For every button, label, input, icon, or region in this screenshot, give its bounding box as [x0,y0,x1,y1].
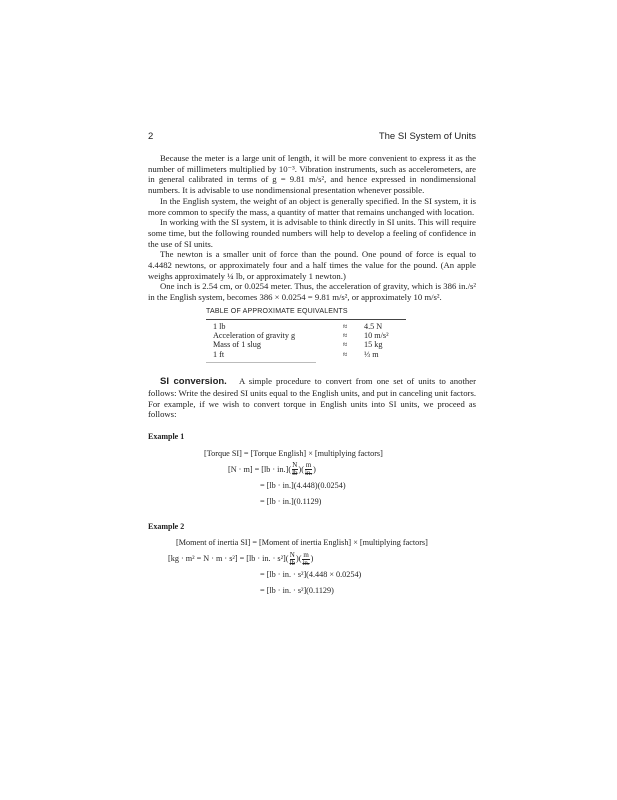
table-row [206,340,406,349]
table-quantity: 1 ft [213,349,225,359]
paragraph: Because the meter is a large unit of length, it will be more convenient to express it as the number of millimeters multiplied by 10⁻³. Vibration instruments, such as accelerometers, are in general calibrated in terms of g = 9.81 m/s², and hence expressed in nondimensional numbers. It is advisable to use nondimensional presentation whenever possible. [148,153,476,196]
running-title: The SI System of Units [378,131,476,142]
equivalents-table [206,307,406,363]
equation: = [lb · in. · s²](0.1129) [260,586,334,596]
paragraph: In the English system, the weight of an object is generally specified. In the SI system, it is more common to specify the mass, a quantity of matter that remains unchanged with location. [148,195,476,217]
table-quantity: Acceleration of gravity g [213,330,296,340]
table-title: TABLE OF APPROXIMATE EQUIVALENTS [206,307,406,320]
table-quantity: Mass of 1 slug [213,340,261,350]
fraction-num: N [292,461,298,470]
table-symbol: ≈ [342,349,348,359]
table-row [206,322,406,331]
fraction-num: N [289,551,295,560]
equation: = [lb · in.](0.1129) [260,496,322,506]
page-number: 2 [148,131,154,142]
fraction [290,552,295,567]
table-value: ⅓ m [364,349,379,359]
fraction [305,462,312,477]
fraction [292,462,297,477]
table-value: 10 m/s² [364,330,389,340]
equation: [N · m] = [lb · in.]( $\frac{N}{lb}$ )( $\frac{m}{in.}$ ) [228,461,316,478]
table-row [206,350,406,359]
equation: = [lb · in. · s²](4.448 × 0.0254) [260,570,362,580]
equation: [Moment of inertia SI] = [Moment of inertia English] × [multiplying factors] [176,538,428,548]
paragraph: In working with the SI system, it is advisable to think directly in SI units. This will require some time, but the following rounded numbers will help to develop a feeling of confidence in the use of SI units. [148,217,476,249]
equation-lhs: [kg · m² = N · m · s²] = [lb · in. · s²] [168,554,286,564]
equation-lhs: [N · m] = [lb · in.] [228,464,289,474]
equation: [Torque SI] = [Torque English] × [multiplying factors] [204,448,383,458]
si-conversion-section [148,376,476,420]
paragraph: The newton is a smaller unit of force than the pound. One pound of force is equal to 4.4482 newtons, or approximately four and a half times the value for the pound. (An apple weighs approximately ¼ lb, or approximately 1 newton.) [148,249,476,281]
fraction [302,552,309,567]
page-header [148,131,476,145]
paragraph: One inch is 2.54 cm, or 0.0254 meter. Thus, the acceleration of gravity, which is 386 in./s² in the English system, becomes 386 × 0.0254 = 9.81 m/s², or approximately 10 m/s². [148,281,476,303]
table-value: 15 kg [364,340,383,350]
section-title: SI conversion. [160,376,227,388]
fraction-num: m [303,551,309,560]
table-symbol: ≈ [342,330,348,340]
table-row [206,331,406,340]
example-label: Example 1 [148,431,185,441]
section-paragraph [148,376,476,420]
fraction-den: lb [292,469,298,478]
fraction-den: in. [302,559,310,568]
table-symbol: ≈ [342,321,348,331]
section-text: A simple procedure to convert from one set of units to another follows: Write the desired SI units equal to the English units, and put in canceling unit factors. For example, if we wish to convert torque in English units into SI units, we proceed as follows: [148,376,476,420]
fraction-num: m [305,461,312,470]
fraction-den: lb [289,559,295,568]
page-body [148,153,476,599]
table-quantity: 1 lb [213,321,226,331]
table-rule [206,362,316,363]
equation: = [lb · in.](4.448)(0.0254) [260,480,346,490]
example-label: Example 2 [148,521,185,531]
table-symbol: ≈ [342,340,348,350]
fraction-den: in. [304,469,313,478]
equation: [kg · m² = N · m · s²] = [lb · in. · s²]( $\frac{N}{lb}$ )( $\frac{m}{in.}$ ) [168,551,314,568]
table-value: 4.5 N [364,321,383,331]
